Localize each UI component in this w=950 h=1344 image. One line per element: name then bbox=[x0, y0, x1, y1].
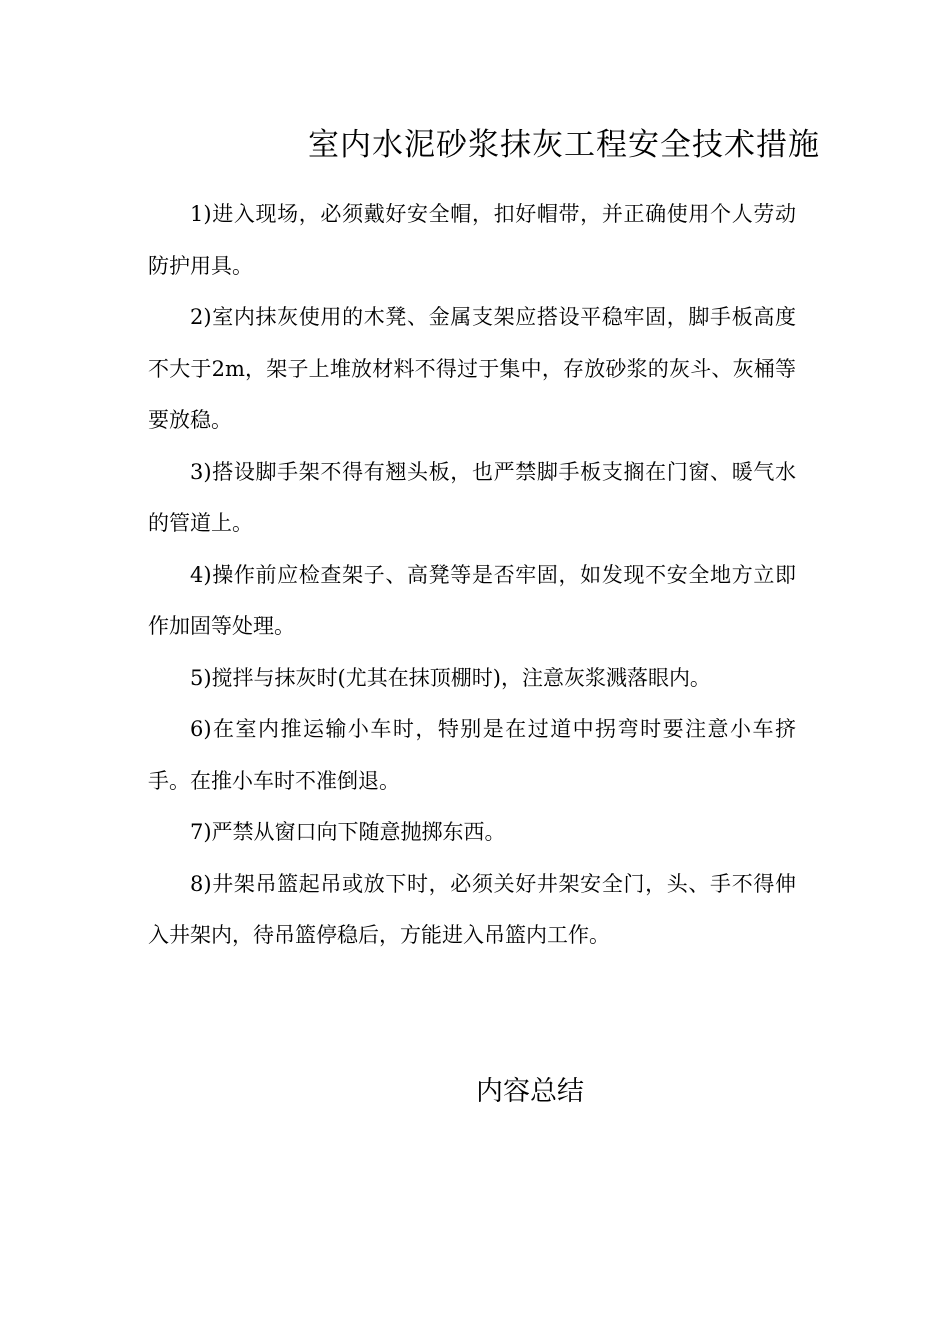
paragraph-7: 7)严禁从窗口向下随意抛掷东西。 bbox=[190, 820, 506, 844]
document-body bbox=[148, 189, 796, 962]
document-title: 室内水泥砂浆抹灰工程安全技术措施 bbox=[308, 127, 820, 163]
paragraph-2: 2)室内抹灰使用的木凳、金属支架应搭设平稳牢固，脚手板高度不大于2m，架子上堆放材料不得过于集中，存放砂浆的灰斗、灰桶等要放稳。 bbox=[148, 305, 796, 432]
summary-heading: 内容总结 bbox=[476, 1076, 584, 1107]
paragraph-8: 8)井架吊篮起吊或放下时，必须关好井架安全门，头、手不得伸入井架内，待吊篮停稳后，方能进入吊篮内工作。 bbox=[148, 871, 796, 947]
paragraph-1: 1)进入现场，必须戴好安全帽，扣好帽带，并正确使用个人劳动防护用具。 bbox=[148, 202, 796, 278]
paragraph-5: 5)搅拌与抹灰时(尤其在抹顶棚时)，注意灰浆溅落眼内。 bbox=[190, 665, 711, 690]
paragraph-4: 4)操作前应检查架子、高凳等是否牢固，如发现不安全地方立即作加固等处理。 bbox=[148, 562, 796, 638]
paragraph-3: 3)搭设脚手架不得有翘头板，也严禁脚手板支搁在门窗、暖气水的管道上。 bbox=[148, 459, 796, 535]
paragraph-6: 6)在室内推运输小车时，特别是在过道中拐弯时要注意小车挤手。在推小车时不准倒退。 bbox=[148, 717, 796, 793]
